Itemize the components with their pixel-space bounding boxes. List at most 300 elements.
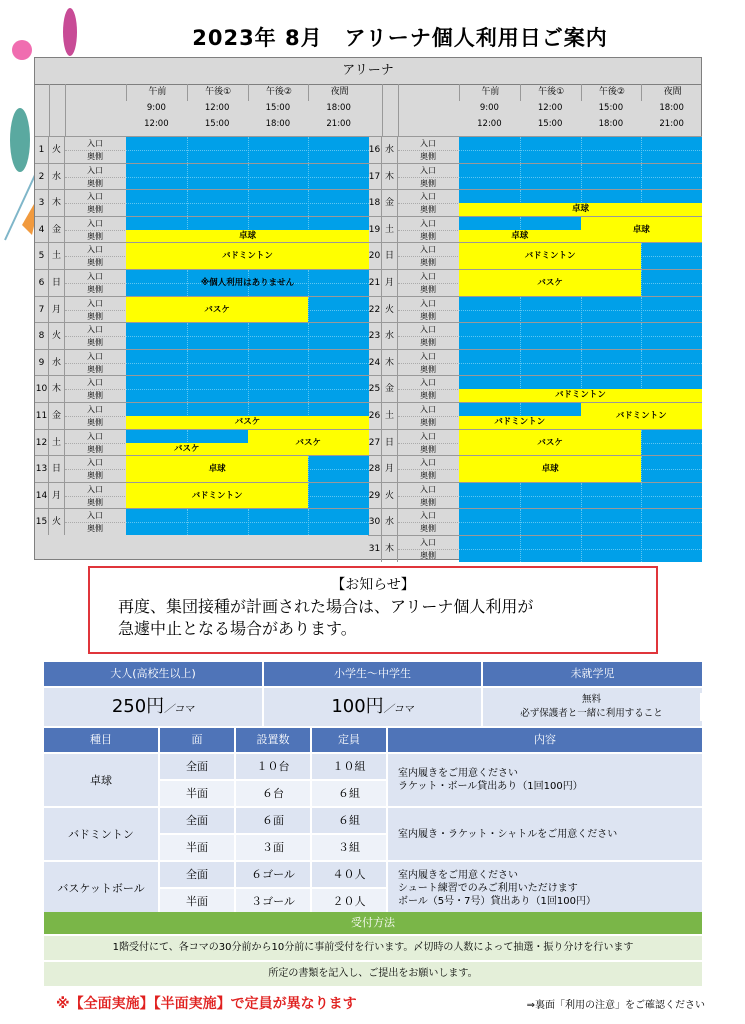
availability-cells: [459, 403, 702, 429]
schedule-left-half: [35, 84, 369, 560]
spec-court: 半面: [160, 835, 236, 860]
grid-line-h: [459, 177, 702, 178]
period-start: 15:00: [598, 103, 624, 113]
court-front-label: 入口: [65, 483, 125, 497]
day-number: 6: [35, 270, 49, 296]
day-row: [35, 136, 369, 163]
reservation-bar: 卓球: [126, 456, 308, 482]
period-end: 15:00: [204, 119, 230, 129]
spec-count: ３面: [236, 835, 312, 860]
court-back-label: 奥側: [87, 391, 103, 401]
spec-row: [160, 781, 388, 806]
fee-header-preschool: 未就学児: [483, 662, 702, 686]
period-name: 午後②: [248, 84, 310, 101]
day-number: 4: [35, 217, 49, 243]
availability-cells: [126, 297, 369, 323]
reservation-bar: 卓球: [459, 203, 702, 216]
day-row: [368, 322, 702, 349]
court-front-label: 入口: [398, 243, 458, 257]
spec-court: 半面: [160, 889, 236, 914]
grid-line-h: [459, 496, 702, 497]
court-front-label: 入口: [398, 456, 458, 470]
day-weekday: 水: [49, 164, 65, 190]
court-front-label: 入口: [398, 164, 458, 178]
day-row: [368, 189, 702, 216]
court-back-label: 奥側: [420, 285, 436, 294]
court-back-label: 奥側: [420, 311, 436, 321]
day-weekday: 金: [382, 190, 398, 216]
availability-cells: [126, 376, 369, 402]
spec-row: [160, 862, 388, 887]
availability-cells: [126, 243, 369, 269]
grid-line-h: [126, 522, 369, 523]
day-weekday: 木: [49, 190, 65, 216]
period-end: 21:00: [326, 119, 351, 129]
day-row: [35, 296, 369, 323]
availability-cells: [459, 430, 702, 456]
header-divider-mid: [382, 84, 383, 136]
availability-cells: [459, 323, 702, 349]
court-back-label: 奥側: [87, 205, 103, 215]
day-number: 9: [35, 350, 49, 376]
court-back-label: 奥側: [420, 364, 436, 374]
court-back-label: 奥側: [420, 444, 436, 454]
period-name: 午前: [459, 84, 521, 101]
court-front-label: 入口: [398, 217, 458, 231]
availability-cells: [459, 536, 702, 562]
day-weekday: 月: [49, 483, 65, 509]
court-back-label: 奥側: [420, 338, 436, 348]
day-number: 29: [368, 483, 382, 509]
court-back-label: 奥側: [87, 444, 103, 454]
spec-count: ３ゴール: [236, 889, 312, 914]
period-end: 18:00: [265, 119, 291, 129]
reservation-bar: バドミントン: [459, 389, 702, 402]
availability-cells: [126, 509, 369, 535]
court-back-label: 奥側: [420, 178, 436, 188]
period-start: 18:00: [326, 103, 351, 113]
court-front-label: 入口: [65, 323, 125, 337]
day-weekday: 土: [49, 243, 65, 269]
day-row: [368, 482, 702, 509]
day-number: 7: [35, 297, 49, 323]
spec-capacity: ６組: [312, 808, 388, 833]
day-row: [35, 482, 369, 509]
court-front-label: 入口: [398, 509, 458, 523]
day-number: 11: [35, 403, 49, 429]
day-weekday: 水: [382, 509, 398, 535]
grid-line-h: [126, 203, 369, 204]
court-back-label: 奥側: [87, 524, 103, 534]
reservation-bar: バドミントン: [581, 403, 703, 429]
period-end: 12:00: [144, 119, 169, 129]
court-back-label: 奥側: [87, 497, 103, 507]
court-front-label: 入口: [398, 190, 458, 204]
court-front-label: 入口: [65, 297, 125, 311]
grid-line-h: [126, 177, 369, 178]
day-number: 2: [35, 164, 49, 190]
court-back-label: 奥側: [87, 471, 103, 481]
day-number: 13: [35, 456, 49, 482]
reservation-bar: バドミントン: [126, 483, 308, 509]
day-row: [35, 429, 369, 456]
spec-capacity: １０組: [312, 754, 388, 779]
day-row: [368, 296, 702, 323]
day-weekday: 土: [382, 217, 398, 243]
page-title: 2023年 8月 アリーナ個人利用日ご案内: [192, 26, 608, 50]
court-front-label: 入口: [398, 270, 458, 284]
spec-group: [44, 808, 702, 860]
period-start: 12:00: [204, 103, 230, 113]
day-row: [35, 322, 369, 349]
day-row: [35, 269, 369, 296]
availability-cells: [126, 403, 369, 429]
fee-free: 無料: [483, 693, 702, 707]
schedule-right-half: [368, 84, 702, 560]
spec-description-line: ラケット・ボール貸出あり（1回100円）: [398, 781, 583, 792]
notice-line-1: 再度、集団接種が計画された場合は、アリーナ個人利用が: [118, 597, 534, 616]
reservation-bar: バドミントン: [459, 416, 581, 429]
notice-title: 【お知らせ】: [331, 577, 415, 593]
spec-description: [388, 862, 702, 914]
spec-court: 半面: [160, 781, 236, 806]
day-row: [35, 375, 369, 402]
day-row: [35, 163, 369, 190]
court-back-label: 奥側: [420, 205, 436, 215]
court-back-label: 奥側: [420, 524, 436, 534]
court-back-label: 奥側: [420, 497, 436, 507]
spec-header-court: 面: [160, 728, 236, 752]
fee-header-adult: 大人(高校生以上): [44, 662, 264, 686]
court-back-label: 奥側: [87, 258, 103, 268]
court-front-label: 入口: [65, 376, 125, 390]
reservation-bar: 卓球: [581, 217, 703, 243]
header-divider-left: [65, 84, 66, 136]
availability-cells: [126, 164, 369, 190]
day-row: [368, 242, 702, 269]
reservation-bar: 卓球: [126, 230, 369, 243]
day-number: 23: [368, 323, 382, 349]
court-back-label: 奥側: [420, 551, 436, 560]
reservation-bar: 卓球: [459, 230, 581, 243]
day-weekday: 水: [382, 323, 398, 349]
day-weekday: 土: [49, 430, 65, 456]
spec-row: [160, 754, 388, 779]
spec-capacity: ２０人: [312, 889, 388, 914]
spec-court: 全面: [160, 754, 236, 779]
spec-row: [160, 808, 388, 833]
day-row: [368, 375, 702, 402]
day-row: [368, 455, 702, 482]
court-back-label: 奥側: [87, 364, 103, 374]
day-weekday: 水: [382, 137, 398, 163]
day-number: 25: [368, 376, 382, 402]
header-divider-left: [398, 84, 399, 136]
grid-line-h: [126, 336, 369, 337]
day-number: 27: [368, 430, 382, 456]
court-front-label: 入口: [65, 456, 125, 470]
reservation-bar: バスケ: [126, 416, 369, 429]
availability-cells: [459, 270, 702, 296]
court-back-label: 奥側: [420, 152, 436, 161]
day-number: 3: [35, 190, 49, 216]
spec-description: [388, 754, 702, 806]
period-end: 18:00: [598, 119, 624, 129]
court-front-label: 入口: [65, 270, 125, 284]
day-row: [35, 508, 369, 535]
court-front-label: 入口: [65, 430, 125, 444]
reception-section: [44, 912, 702, 986]
reception-line-2: 所定の書類を記入し、ご提出をお願いします。: [44, 962, 702, 986]
availability-cells: [126, 270, 369, 296]
spec-group: [44, 754, 702, 806]
spec-header-count: 設置数: [236, 728, 312, 752]
fee-unit: ／コマ: [164, 704, 195, 715]
schedule-table: [34, 57, 702, 560]
day-number: 19: [368, 217, 382, 243]
period-name: 午前: [126, 84, 188, 101]
spec-description-line: 室内履きをご用意ください: [398, 768, 518, 779]
fee-table: [44, 662, 702, 726]
court-front-label: 入口: [398, 483, 458, 497]
day-number: 30: [368, 509, 382, 535]
day-number: 21: [368, 270, 382, 296]
spec-group: [44, 862, 702, 914]
court-front-label: 入口: [398, 137, 458, 151]
availability-cells: [126, 323, 369, 349]
spec-count: ６台: [236, 781, 312, 806]
spec-description-line: シュート練習でのみご利用いただけます: [398, 882, 578, 894]
spec-rows: [160, 862, 388, 914]
spec-description-line: 室内履き・ラケット・シャトルをご用意ください: [398, 828, 618, 840]
court-front-label: 入口: [398, 403, 458, 417]
spec-count: １０台: [236, 754, 312, 779]
period-name: 午後②: [581, 84, 643, 101]
availability-cells: [459, 297, 702, 323]
court-front-label: 入口: [398, 297, 458, 311]
period-end: 21:00: [659, 119, 684, 129]
day-weekday: 木: [382, 536, 398, 562]
court-back-label: 奥側: [87, 311, 103, 321]
court-front-label: 入口: [398, 430, 458, 444]
day-weekday: 木: [382, 164, 398, 190]
court-front-label: 入口: [65, 243, 125, 257]
day-row: [368, 349, 702, 376]
no-use-notice: ※個人利用はありません: [200, 278, 295, 288]
arena-label: アリーナ: [35, 58, 701, 85]
court-back-label: 奥側: [87, 231, 103, 241]
period-name: 夜間: [308, 84, 370, 101]
spec-sport-name: バスケットボール: [44, 862, 160, 914]
day-number: 20: [368, 243, 382, 269]
spec-count: ６ゴール: [236, 862, 312, 887]
availability-cells: [126, 190, 369, 216]
day-number: 28: [368, 456, 382, 482]
spec-capacity: ３組: [312, 835, 388, 860]
day-weekday: 金: [49, 403, 65, 429]
header-divider-mid: [49, 84, 50, 136]
grid-line-h: [126, 363, 369, 364]
spec-court: 全面: [160, 862, 236, 887]
grid-line-h: [459, 310, 702, 311]
day-number: 22: [368, 297, 382, 323]
court-front-label: 入口: [65, 350, 125, 364]
availability-cells: [459, 456, 702, 482]
day-weekday: 月: [382, 456, 398, 482]
fee-adult-price: 250円: [111, 696, 165, 717]
spec-description-lines: [398, 767, 583, 793]
day-row: [368, 136, 702, 163]
day-row: [35, 349, 369, 376]
reservation-bar: バドミントン: [126, 243, 369, 269]
reservation-bar: バスケ: [126, 443, 248, 456]
fee-child-price: 100円: [331, 696, 384, 717]
availability-cells: [459, 190, 702, 216]
day-number: 14: [35, 483, 49, 509]
court-back-label: 奥側: [420, 258, 436, 268]
day-weekday: 木: [49, 376, 65, 402]
day-weekday: 火: [49, 137, 65, 163]
day-row: [368, 402, 702, 429]
fee-free-note: 必ず保護者と一緒に利用すること: [483, 707, 702, 721]
availability-cells: [459, 483, 702, 509]
court-front-label: 入口: [398, 376, 458, 390]
reservation-bar: バスケ: [459, 430, 641, 456]
grid-line-h: [459, 336, 702, 337]
period-name: 夜間: [641, 84, 703, 101]
reservation-bar: バスケ: [248, 430, 370, 456]
day-number: 12: [35, 430, 49, 456]
day-number: 18: [368, 190, 382, 216]
availability-cells: [126, 430, 369, 456]
day-row: [35, 242, 369, 269]
reservation-bar: バスケ: [459, 270, 641, 296]
spec-count: ６面: [236, 808, 312, 833]
spec-description-line: 室内履きをご用意ください: [398, 869, 518, 881]
day-number: 17: [368, 164, 382, 190]
period-name: 午後①: [520, 84, 582, 101]
period-name: 午後①: [187, 84, 249, 101]
availability-cells: [459, 217, 702, 243]
day-weekday: 日: [382, 430, 398, 456]
court-back-label: 奥側: [420, 231, 436, 241]
day-weekday: 金: [382, 376, 398, 402]
day-weekday: 月: [49, 297, 65, 323]
pink-petal: [63, 8, 77, 56]
reservation-bar: 卓球: [459, 456, 641, 482]
spec-capacity: ４０人: [312, 862, 388, 887]
day-number: 15: [35, 509, 49, 535]
day-number: 8: [35, 323, 49, 349]
fee-preschool: [483, 688, 702, 726]
period-start: 12:00: [537, 103, 563, 113]
day-number: 16: [368, 137, 382, 163]
day-weekday: 水: [49, 350, 65, 376]
spec-description-lines: [398, 869, 596, 908]
court-front-label: 入口: [398, 323, 458, 337]
reservation-bar: バドミントン: [459, 243, 641, 269]
grid-line-h: [459, 522, 702, 523]
notice-box: [88, 566, 658, 654]
day-row: [35, 216, 369, 243]
availability-cells: [126, 137, 369, 163]
day-weekday: 日: [49, 456, 65, 482]
availability-cells: [459, 243, 702, 269]
day-row: [35, 402, 369, 429]
period-end: 15:00: [537, 119, 563, 129]
fee-child: [264, 688, 483, 726]
day-row: [368, 269, 702, 296]
grid-line-h: [126, 150, 369, 151]
period-start: 9:00: [479, 103, 499, 113]
spec-sport-name: バドミントン: [44, 808, 160, 860]
spec-sport-name: 卓球: [44, 754, 160, 806]
day-number: 26: [368, 403, 382, 429]
availability-cells: [459, 137, 702, 163]
spec-row: [160, 835, 388, 860]
court-front-label: 入口: [65, 509, 125, 523]
court-front-label: 入口: [398, 350, 458, 364]
pink-flower: [12, 40, 32, 60]
availability-cells: [459, 509, 702, 535]
period-start: 15:00: [265, 103, 291, 113]
spec-header-content: 内容: [388, 728, 702, 752]
capacity-warning: ※【全面実施】【半面実施】で定員が異なります: [56, 996, 357, 1012]
court-back-label: 奥側: [87, 338, 103, 348]
spec-header-sport: 種目: [44, 728, 160, 752]
court-back-label: 奥側: [87, 178, 103, 188]
availability-cells: [459, 350, 702, 376]
grid-line-h: [459, 363, 702, 364]
availability-cells: [126, 483, 369, 509]
day-number: 5: [35, 243, 49, 269]
day-number: 24: [368, 350, 382, 376]
day-row: [368, 508, 702, 535]
availability-cells: [126, 350, 369, 376]
court-front-label: 入口: [65, 137, 125, 151]
spec-court: 全面: [160, 808, 236, 833]
spec-header-capacity: 定員: [312, 728, 388, 752]
day-weekday: 土: [382, 403, 398, 429]
court-front-label: 入口: [65, 217, 125, 231]
period-start: 9:00: [146, 103, 166, 113]
court-front-label: 入口: [65, 190, 125, 204]
court-front-label: 入口: [65, 164, 125, 178]
day-row: [35, 455, 369, 482]
court-back-label: 奥側: [420, 418, 436, 427]
day-row: [368, 429, 702, 456]
day-row: [368, 216, 702, 243]
court-back-label: 奥側: [87, 418, 103, 427]
fee-adult: [44, 688, 264, 726]
day-weekday: 月: [382, 270, 398, 296]
court-back-label: 奥側: [87, 152, 103, 161]
availability-cells: [459, 164, 702, 190]
spec-description: [388, 808, 702, 860]
day-weekday: 火: [382, 297, 398, 323]
grid-line-h: [126, 389, 369, 390]
day-weekday: 日: [382, 243, 398, 269]
day-row: [368, 535, 702, 562]
spec-description-lines: [398, 828, 617, 841]
day-number: 31: [368, 536, 382, 562]
day-row: [368, 163, 702, 190]
day-weekday: 日: [49, 270, 65, 296]
day-weekday: 木: [382, 350, 398, 376]
day-row: [35, 189, 369, 216]
availability-cells: [126, 217, 369, 243]
period-start: 18:00: [659, 103, 684, 113]
